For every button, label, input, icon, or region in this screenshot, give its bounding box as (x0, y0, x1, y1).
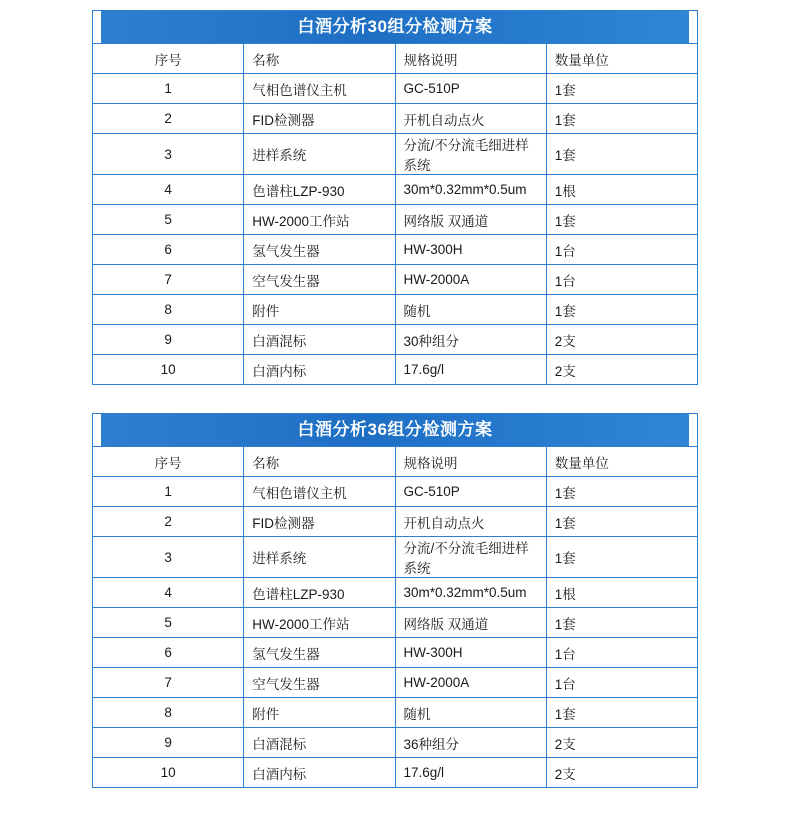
cell-name: FID检测器 (244, 507, 395, 537)
table-row (93, 74, 698, 104)
cell-name: 附件 (244, 698, 395, 728)
cell-unit: 1台 (546, 265, 697, 295)
cell-spec: 17.6g/l (395, 758, 546, 788)
cell-no: 4 (93, 578, 244, 608)
cell-unit: 1套 (546, 104, 697, 134)
cell-no: 10 (93, 355, 244, 385)
cell-unit: 2支 (546, 728, 697, 758)
table-row (93, 608, 698, 638)
cell-no: 4 (93, 175, 244, 205)
cell-spec: 30m*0.32mm*0.5um (395, 578, 546, 608)
cell-no: 2 (93, 104, 244, 134)
cell-name: 空气发生器 (244, 668, 395, 698)
cell-unit: 2支 (546, 355, 697, 385)
cell-no: 3 (93, 537, 244, 578)
cell-name: 色谱柱LZP-930 (244, 175, 395, 205)
cell-spec: 分流/不分流毛细进样系统 (395, 537, 546, 578)
table-row (93, 668, 698, 698)
cell-name: 气相色谱仪主机 (244, 74, 395, 104)
cell-no: 5 (93, 205, 244, 235)
column-header-no: 序号 (93, 44, 244, 74)
cell-unit: 1套 (546, 205, 697, 235)
cell-unit: 1套 (546, 537, 697, 578)
cell-name: 氢气发生器 (244, 638, 395, 668)
cell-name: 附件 (244, 295, 395, 325)
cell-unit: 1台 (546, 668, 697, 698)
table-row (93, 134, 698, 175)
cell-name: 进样系统 (244, 134, 395, 175)
cell-spec: 开机自动点火 (395, 507, 546, 537)
table-row (93, 698, 698, 728)
cell-unit: 1套 (546, 507, 697, 537)
cell-spec: 随机 (395, 295, 546, 325)
cell-no: 6 (93, 638, 244, 668)
cell-name: 色谱柱LZP-930 (244, 578, 395, 608)
cell-spec: 30种组分 (395, 325, 546, 355)
cell-unit: 2支 (546, 758, 697, 788)
cell-no: 6 (93, 235, 244, 265)
cell-no: 1 (93, 477, 244, 507)
cell-name: 气相色谱仪主机 (244, 477, 395, 507)
cell-name: 白酒混标 (244, 728, 395, 758)
cell-no: 3 (93, 134, 244, 175)
spec-table-36 (92, 413, 698, 788)
cell-unit: 1台 (546, 235, 697, 265)
table-row (93, 265, 698, 295)
cell-unit: 1套 (546, 134, 697, 175)
cell-spec: HW-300H (395, 235, 546, 265)
table-title: 白酒分析36组分检测方案 (101, 414, 689, 446)
cell-spec: HW-2000A (395, 668, 546, 698)
table-row (93, 638, 698, 668)
cell-spec: 随机 (395, 698, 546, 728)
table-title-row (93, 11, 698, 44)
table-row (93, 205, 698, 235)
cell-spec: HW-300H (395, 638, 546, 668)
cell-unit: 1根 (546, 578, 697, 608)
cell-no: 9 (93, 325, 244, 355)
cell-spec: 分流/不分流毛细进样系统 (395, 134, 546, 175)
cell-unit: 1套 (546, 295, 697, 325)
cell-name: HW-2000工作站 (244, 205, 395, 235)
cell-name: 白酒内标 (244, 758, 395, 788)
cell-unit: 2支 (546, 325, 697, 355)
table-row (93, 355, 698, 385)
table-row (93, 175, 698, 205)
table-header-row (93, 44, 698, 74)
column-header-unit: 数量单位 (546, 447, 697, 477)
column-header-spec: 规格说明 (395, 447, 546, 477)
table-row (93, 295, 698, 325)
column-header-name: 名称 (244, 447, 395, 477)
cell-no: 5 (93, 608, 244, 638)
cell-name: 进样系统 (244, 537, 395, 578)
table-row (93, 325, 698, 355)
cell-no: 8 (93, 698, 244, 728)
column-header-name: 名称 (244, 44, 395, 74)
cell-spec: 网络版 双通道 (395, 608, 546, 638)
cell-spec: 36种组分 (395, 728, 546, 758)
table-title-cell (93, 11, 698, 44)
cell-no: 2 (93, 507, 244, 537)
table-row (93, 758, 698, 788)
cell-unit: 1根 (546, 175, 697, 205)
column-header-unit: 数量单位 (546, 44, 697, 74)
cell-unit: 1套 (546, 74, 697, 104)
spec-table-30 (92, 10, 698, 385)
cell-no: 7 (93, 668, 244, 698)
cell-spec: 开机自动点火 (395, 104, 546, 134)
cell-unit: 1套 (546, 698, 697, 728)
cell-spec: HW-2000A (395, 265, 546, 295)
column-header-spec: 规格说明 (395, 44, 546, 74)
cell-unit: 1套 (546, 477, 697, 507)
table-title-cell (93, 414, 698, 447)
cell-name: FID检测器 (244, 104, 395, 134)
cell-name: HW-2000工作站 (244, 608, 395, 638)
cell-no: 10 (93, 758, 244, 788)
table-header-row (93, 447, 698, 477)
cell-no: 8 (93, 295, 244, 325)
table-row (93, 507, 698, 537)
cell-name: 空气发生器 (244, 265, 395, 295)
table-row (93, 578, 698, 608)
table-row (93, 728, 698, 758)
cell-spec: GC-510P (395, 74, 546, 104)
cell-name: 氢气发生器 (244, 235, 395, 265)
cell-unit: 1台 (546, 638, 697, 668)
cell-spec: 17.6g/l (395, 355, 546, 385)
cell-spec: 30m*0.32mm*0.5um (395, 175, 546, 205)
column-header-no: 序号 (93, 447, 244, 477)
table-title: 白酒分析30组分检测方案 (101, 11, 689, 43)
cell-no: 1 (93, 74, 244, 104)
cell-no: 7 (93, 265, 244, 295)
table-row (93, 477, 698, 507)
cell-no: 9 (93, 728, 244, 758)
cell-spec: 网络版 双通道 (395, 205, 546, 235)
cell-spec: GC-510P (395, 477, 546, 507)
table-title-row (93, 414, 698, 447)
cell-unit: 1套 (546, 608, 697, 638)
cell-name: 白酒内标 (244, 355, 395, 385)
cell-name: 白酒混标 (244, 325, 395, 355)
table-row (93, 104, 698, 134)
table-row (93, 235, 698, 265)
table-row (93, 537, 698, 578)
